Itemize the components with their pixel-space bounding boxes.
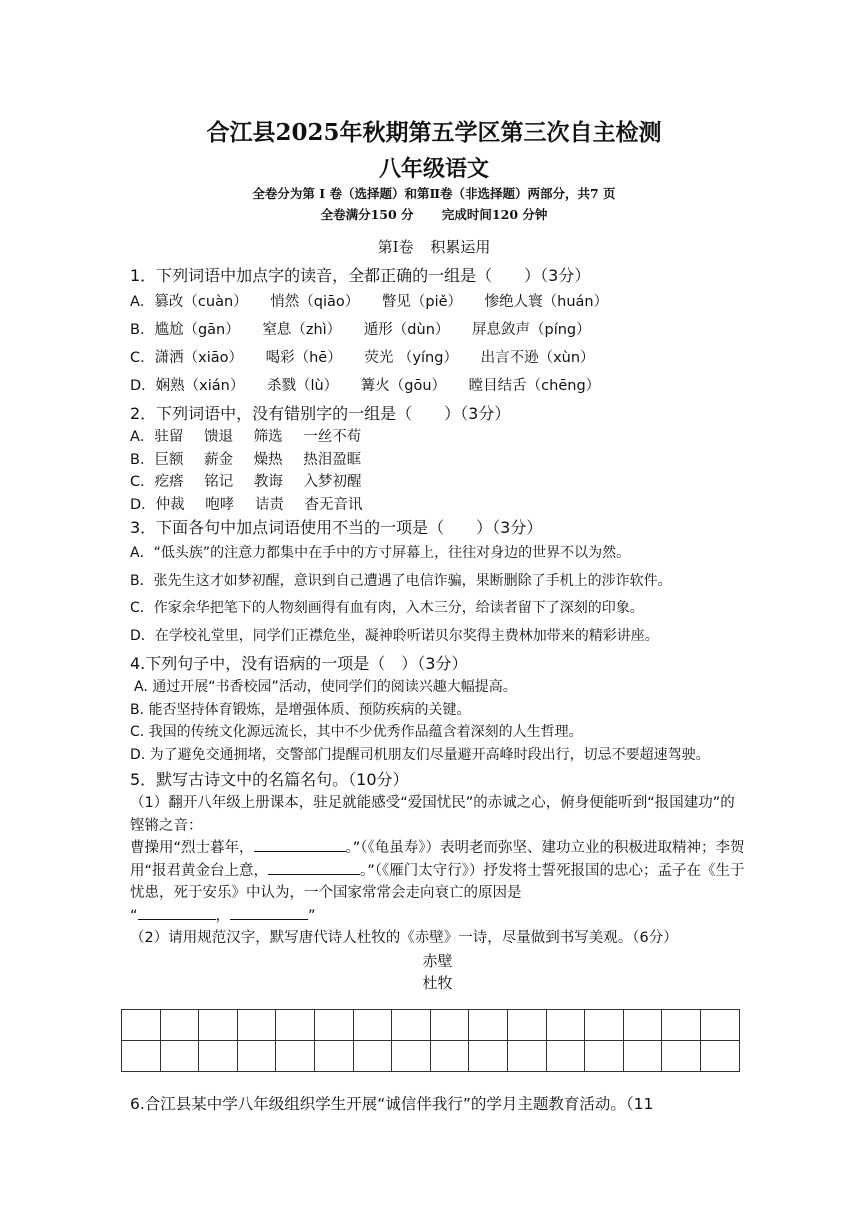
- q5-text-c: 。”（《雁门太守行》）抒发将士誓死报国的忠心；孟子在《生于忧患，死于安乐》中认为，一个国家常常会走向衰亡的原因是: [130, 862, 745, 901]
- q5-part1-intro: （1）翻开八年级上册课本，驻足就能感受“爱国忧民”的赤诚之心，俯身便能听到“报国建功”的铿锵之音：: [130, 795, 735, 834]
- q1-word: C．潇洒（xiāo）: [130, 350, 243, 366]
- q1-word: A．篡改（cuàn）: [130, 294, 248, 310]
- q1-word: B．尴尬（gān）: [130, 322, 240, 338]
- q2-word: C．疙瘩: [130, 474, 184, 490]
- answer-blank[interactable]: [254, 837, 346, 852]
- poem-title: 赤壁: [422, 951, 453, 970]
- q1-word: 瞥见（piě）: [381, 294, 463, 310]
- grid-cell[interactable]: [585, 1010, 624, 1041]
- q2-option-row: [130, 426, 745, 449]
- q5-comma: ，: [215, 907, 231, 924]
- q2-word: B．巨额: [130, 451, 184, 468]
- q5-text-a: 曹操用“烈士暮年，: [130, 840, 254, 856]
- q2-word: 教诲: [253, 474, 283, 490]
- grid-cell[interactable]: [199, 1010, 238, 1041]
- answer-blank[interactable]: [230, 905, 308, 920]
- exam-score: 全卷满分150 分: [320, 207, 414, 222]
- q5-quote-close: ”: [308, 907, 316, 924]
- q5-part1-body: [130, 837, 745, 905]
- grid-cell[interactable]: [546, 1041, 585, 1072]
- q2-word: 热泪盈眶: [303, 451, 362, 468]
- q2-option-row: [130, 449, 745, 472]
- q1-word: D．娴熟（xián）: [130, 378, 245, 394]
- q2-word: A．驻留: [130, 429, 184, 445]
- q2-word: 薪金: [204, 451, 234, 468]
- q2-option-row: [130, 471, 745, 494]
- question-3-stem: 3．下面各句中加点词语使用不当的一项是（ ）（3分）: [130, 518, 543, 537]
- q3-option-d: D．在学校礼堂里，同学们正襟危坐，凝神聆听诺贝尔奖得主费林加带来的精彩讲座。: [130, 627, 659, 644]
- q2-word: 入梦初醒: [303, 474, 362, 490]
- q2-word: D．仲裁: [130, 496, 185, 513]
- q1-word: 遁形（dùn）: [363, 322, 450, 338]
- section-title: 积累运用: [430, 238, 491, 256]
- question-1-stem: 1．下列词语中加点字的读音，全都正确的一组是（ ）（3分）: [130, 266, 591, 285]
- question-1-options: [130, 288, 745, 400]
- question-5-stem: 5．默写古诗文中的名篇名句。（10分）: [130, 770, 409, 789]
- q4-option-c: C. 我国的传统文化源远流长，其中不少优秀作品蕴含着深刻的人生哲理。: [130, 724, 583, 740]
- q1-word: 杀戮（lù）: [266, 378, 339, 394]
- question-4-stem: 4.下列句子中，没有语病的一项是（ ）（3分）: [130, 654, 468, 673]
- exam-time: 完成时间120 分钟: [441, 207, 548, 222]
- exam-title: 合江县2025年秋期第五学区第三次自主检测: [206, 119, 662, 146]
- grid-cell[interactable]: [623, 1041, 662, 1072]
- exam-info-line1: 全卷分为第 Ⅰ 卷（选择题）和第Ⅱ卷（非选择题）两部分，共7 页: [252, 186, 616, 201]
- q2-word: 燥热: [253, 451, 283, 468]
- questions-body: [130, 264, 745, 994]
- grid-cell[interactable]: [122, 1010, 161, 1041]
- q2-word: 筛选: [253, 429, 283, 445]
- q3-option-b: B．张先生这才如梦初醒，意识到自己遭遇了电信诈骗，果断删除了手机上的涉诈软件。: [130, 572, 672, 589]
- writing-grid[interactable]: [121, 1009, 740, 1072]
- q1-option-row: [130, 316, 745, 344]
- grid-cell[interactable]: [353, 1041, 392, 1072]
- q2-word: 杳无音讯: [304, 496, 363, 513]
- poem-author: 杜牧: [422, 973, 453, 992]
- grid-cell[interactable]: [585, 1041, 624, 1072]
- q1-option-row: [130, 344, 745, 372]
- q1-word: 篝火（gōu）: [360, 378, 447, 394]
- grid-cell[interactable]: [314, 1041, 353, 1072]
- q2-option-row: [130, 494, 745, 517]
- q5-part2: （2）请用规范汉字，默写唐代诗人杜牧的《赤壁》一诗，尽量做到书写美观。（6分）: [130, 930, 678, 946]
- grid-cell[interactable]: [507, 1010, 546, 1041]
- grid-cell[interactable]: [392, 1010, 431, 1041]
- answer-blank[interactable]: [138, 905, 216, 920]
- grid-cell[interactable]: [392, 1041, 431, 1072]
- grid-cell[interactable]: [160, 1010, 199, 1041]
- grid-cell[interactable]: [276, 1010, 315, 1041]
- grid-cell[interactable]: [546, 1010, 585, 1041]
- q2-word: 诘责: [254, 496, 284, 513]
- grid-cell[interactable]: [314, 1010, 353, 1041]
- q1-word: 窒息（zhì）: [262, 322, 342, 338]
- grid-cell[interactable]: [469, 1041, 508, 1072]
- q5-quote-open: “: [130, 907, 138, 924]
- q1-word: 瞠目结舌（chēng）: [468, 378, 601, 394]
- q1-word: 荧光 （yíng）: [364, 350, 458, 366]
- exam-subtitle: 八年级语文: [378, 156, 489, 182]
- q1-word: 屏息敛声（píng）: [472, 322, 591, 338]
- q5-part1-tail: [130, 905, 745, 928]
- question-6-stem: 6.合江县某中学八年级组织学生开展“诚信伴我行”的学月主题教育活动。（11: [130, 1095, 654, 1113]
- grid-cell[interactable]: [430, 1010, 469, 1041]
- q1-word: 出言不逊（xùn）: [480, 350, 595, 366]
- q1-option-row: [130, 288, 745, 316]
- question-2-stem: 2．下列词语中，没有错别字的一组是（ ）（3分）: [130, 404, 511, 423]
- q3-option-c: C．作家余华把笔下的人物刻画得有血有肉，入木三分，给读者留下了深刻的印象。: [130, 600, 644, 616]
- grid-cell[interactable]: [662, 1010, 701, 1041]
- grid-cell[interactable]: [700, 1041, 739, 1072]
- grid-cell[interactable]: [353, 1010, 392, 1041]
- q1-word: 喝彩（hē）: [265, 350, 342, 366]
- q4-option-a: A. 通过开展“书香校园”活动，使同学们的阅读兴趣大幅提高。: [134, 679, 517, 695]
- q1-word: 惨绝人寰（huán）: [484, 294, 609, 310]
- q2-word: 馈退: [204, 429, 234, 445]
- section-heading: [0, 236, 868, 257]
- grid-cell[interactable]: [199, 1041, 238, 1072]
- q2-word: 铭记: [204, 474, 234, 490]
- grid-row: [122, 1010, 740, 1041]
- exam-info-line2: [0, 205, 868, 223]
- grid-cell[interactable]: [623, 1010, 662, 1041]
- q3-option-a: A．“低头族”的注意力都集中在手中的方寸屏幕上，往往对身边的世界不以为然。: [130, 545, 631, 561]
- grid-cell[interactable]: [160, 1041, 199, 1072]
- grid-row: [122, 1041, 740, 1072]
- section-label: 第Ⅰ卷: [377, 238, 414, 256]
- grid-cell[interactable]: [237, 1010, 276, 1041]
- q1-option-row: [130, 372, 745, 400]
- grid-cell[interactable]: [662, 1041, 701, 1072]
- answer-blank[interactable]: [268, 860, 360, 875]
- q2-word: 咆哮: [205, 496, 235, 513]
- q4-option-d: D. 为了避免交通拥堵，交警部门提醒司机朋友们尽量避开高峰时段出行，切忌不要超速驾驶。: [130, 746, 710, 763]
- grid-cell[interactable]: [700, 1010, 739, 1041]
- q5-text-b: 。”（《龟虽寿》）表明老而弥坚、建功立业的积极进取精神；李贺用“报君黄金台上意，: [130, 840, 745, 879]
- q2-word: 一丝不苟: [303, 429, 362, 445]
- grid-cell[interactable]: [122, 1041, 161, 1072]
- grid-cell[interactable]: [507, 1041, 546, 1072]
- grid-cell[interactable]: [276, 1041, 315, 1072]
- grid-cell[interactable]: [469, 1010, 508, 1041]
- q1-word: 悄然（qiāo）: [270, 294, 360, 310]
- grid-cell[interactable]: [237, 1041, 276, 1072]
- question-2-options: [130, 426, 745, 516]
- q4-option-b: B. 能否坚持体育锻炼，是增强体质、预防疾病的关键。: [130, 701, 471, 718]
- grid-cell[interactable]: [430, 1041, 469, 1072]
